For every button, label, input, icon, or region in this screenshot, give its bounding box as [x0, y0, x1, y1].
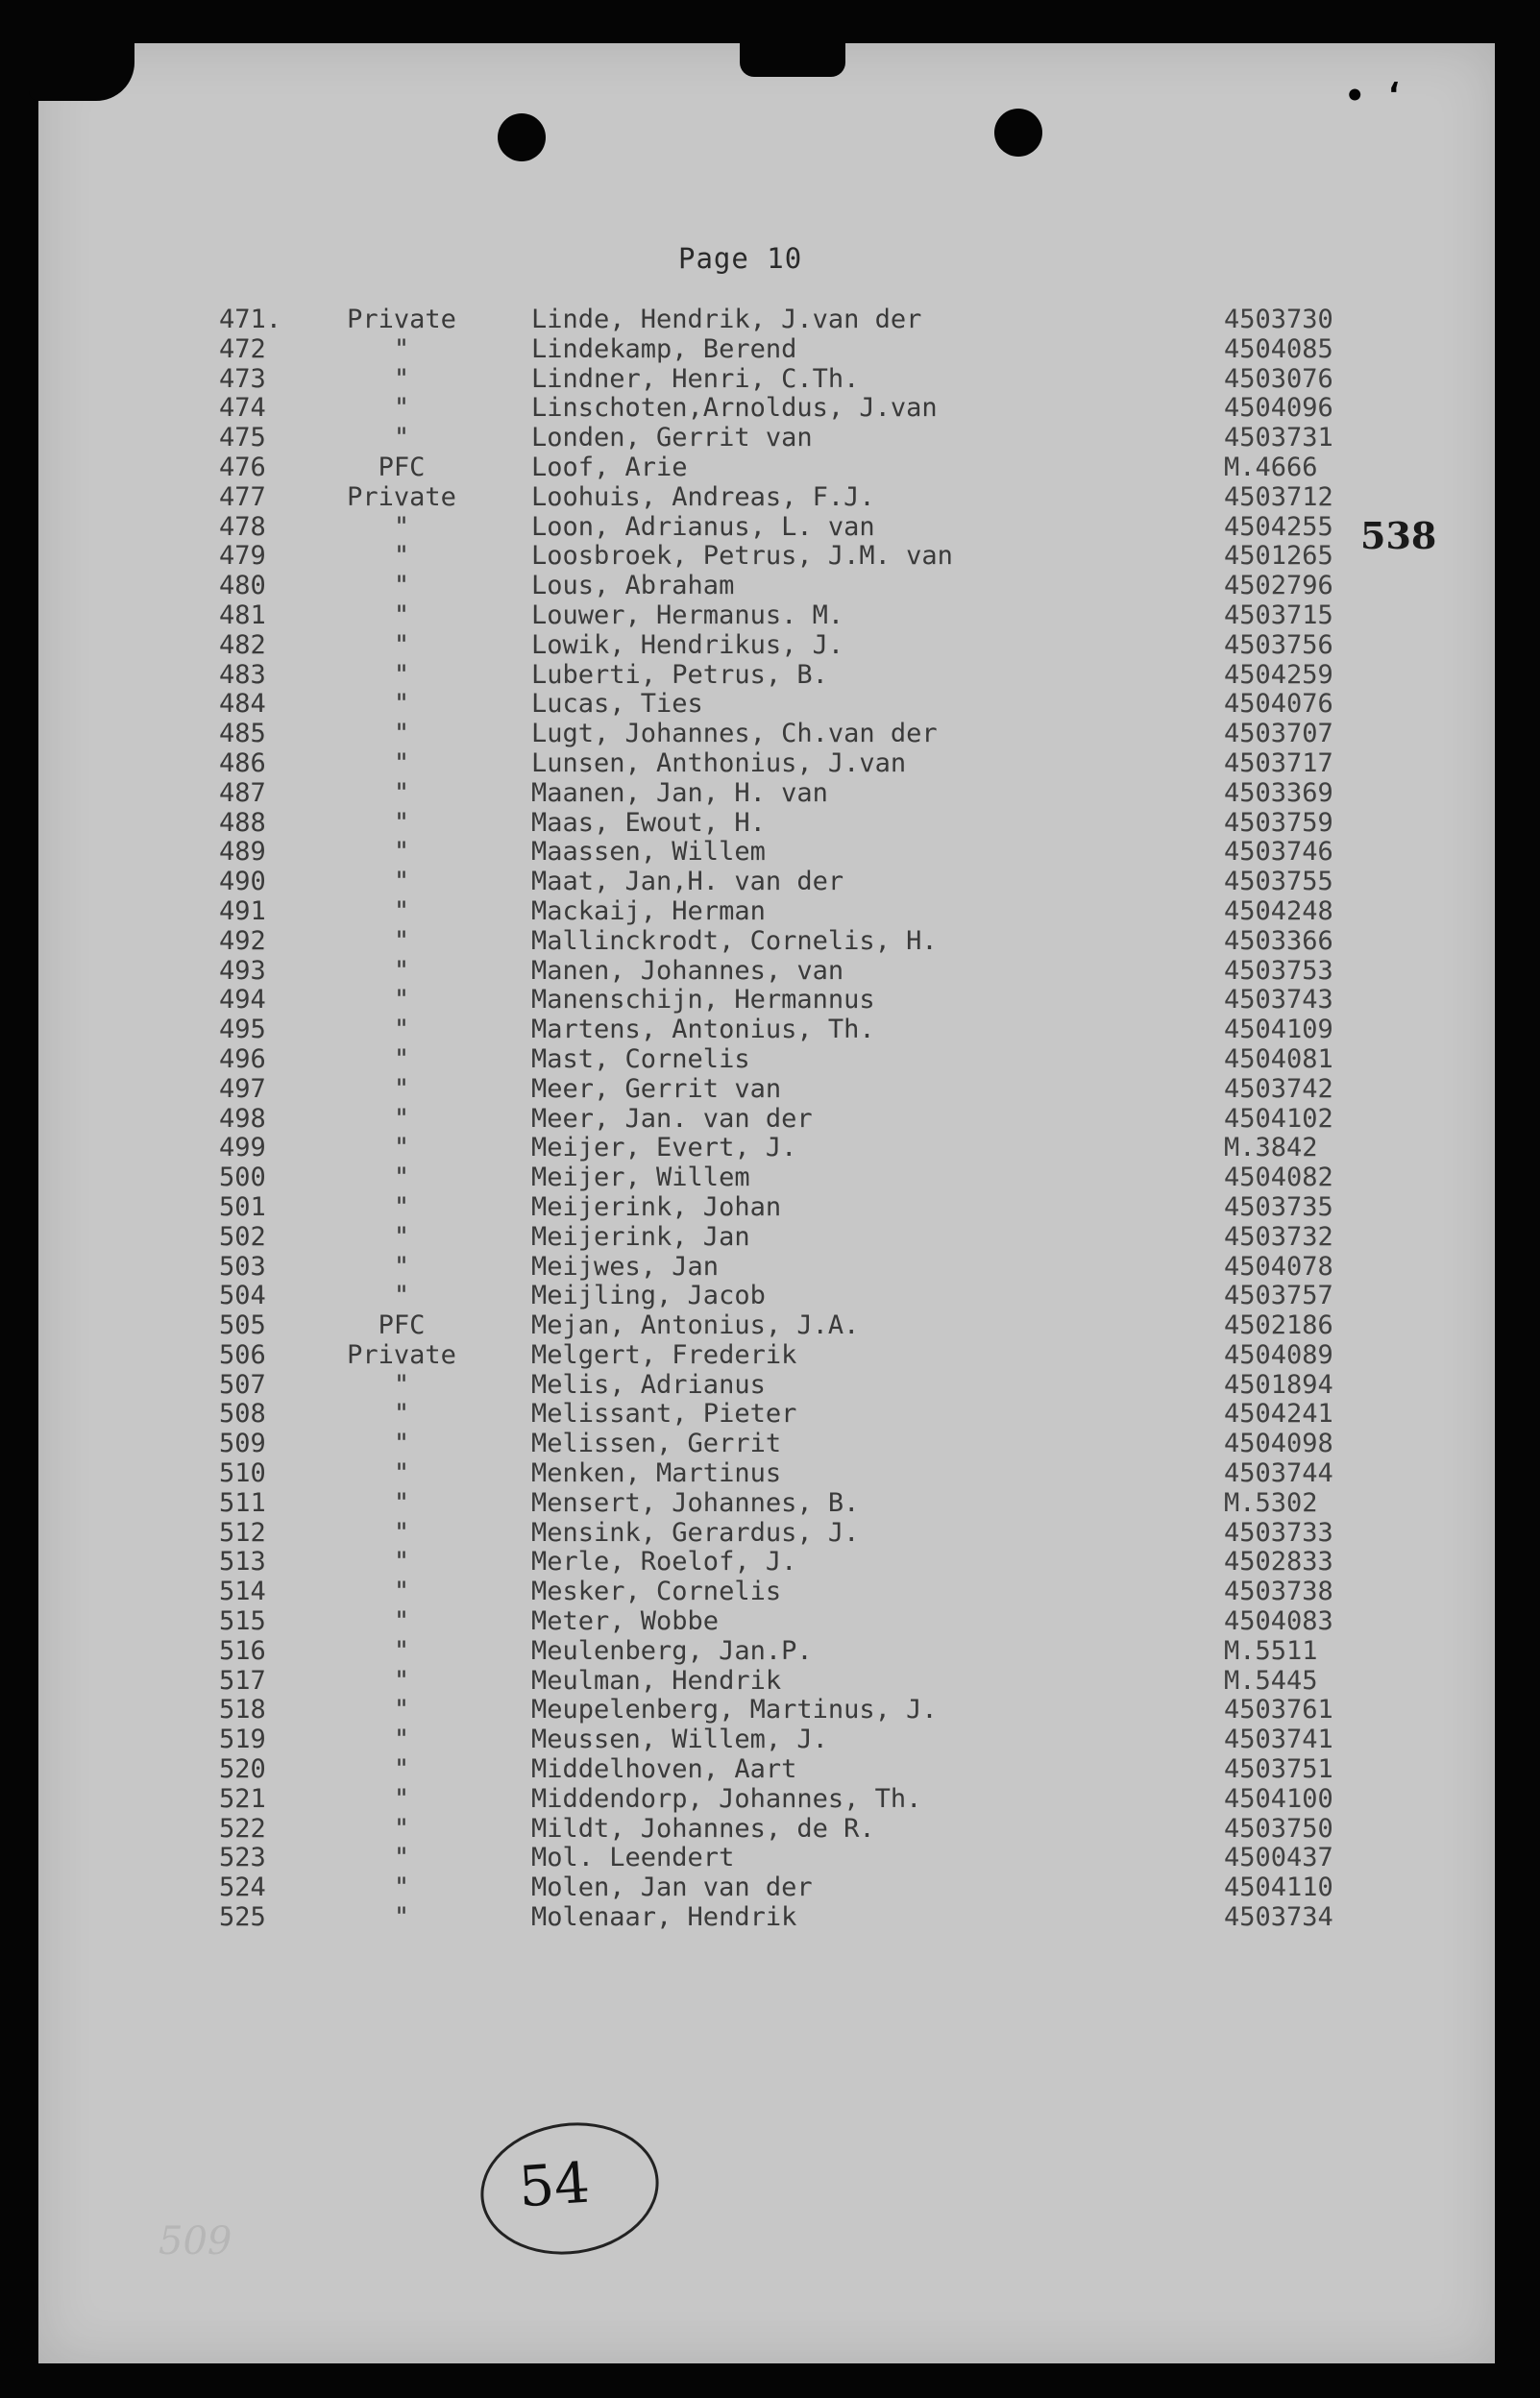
roster-row: [219, 306, 1372, 335]
roster-name: Maassen, Willem: [531, 837, 766, 868]
roster-row: [219, 749, 1372, 779]
roster-serial: 4504096: [1224, 393, 1333, 424]
roster-serial: 4503746: [1224, 837, 1333, 868]
roster-rank: ": [393, 511, 410, 542]
roster-row: [219, 631, 1372, 661]
roster-name: Maanen, Jan, H. van: [531, 777, 828, 808]
roster-serial: 4503730: [1224, 305, 1333, 334]
roster-row: [219, 1607, 1372, 1637]
roster-row: [219, 1193, 1372, 1223]
roster-name: Lunsen, Anthonius, J.van: [531, 747, 907, 778]
roster-number: 524: [219, 1872, 266, 1903]
roster-rank: ": [393, 955, 410, 986]
roster-name: Linde, Hendrik, J.van der: [531, 305, 922, 334]
roster-row: [219, 927, 1372, 957]
roster-row: [219, 1667, 1372, 1697]
roster-serial: M.5302: [1224, 1487, 1318, 1518]
roster-serial: 4504259: [1224, 659, 1333, 690]
roster-serial: 4503738: [1224, 1577, 1333, 1607]
roster-serial: 4503715: [1224, 600, 1333, 630]
roster-number: 498: [219, 1103, 266, 1134]
roster-row: [219, 1400, 1372, 1430]
roster-rank: ": [393, 423, 410, 453]
roster-serial: 4503735: [1224, 1191, 1333, 1222]
roster-rank: ": [393, 985, 410, 1015]
roster-row: [219, 1075, 1372, 1105]
roster-serial: 4503750: [1224, 1813, 1333, 1844]
roster-rank: ": [393, 363, 410, 394]
roster-serial: 4500437: [1224, 1843, 1333, 1873]
roster-number: 478: [219, 511, 266, 542]
roster-row: [219, 453, 1372, 483]
roster-rank: ": [393, 541, 410, 572]
roster-name: Mensert, Johannes, B.: [531, 1487, 860, 1518]
roster-serial: 4504081: [1224, 1043, 1333, 1074]
roster-number: 517: [219, 1665, 266, 1696]
roster-number: 486: [219, 747, 266, 778]
roster-serial: M.5511: [1224, 1635, 1318, 1666]
roster-name: Meijerink, Johan: [531, 1191, 782, 1222]
torn-edge-left: [29, 34, 134, 101]
roster-number: 484: [219, 689, 266, 720]
roster-rank: ": [393, 1073, 410, 1104]
roster-number: 502: [219, 1221, 266, 1252]
roster-number: 477: [219, 481, 266, 512]
roster-name: Louwer, Hermanus. M.: [531, 600, 844, 630]
roster-name: Maat, Jan,H. van der: [531, 867, 844, 897]
roster-number: 507: [219, 1369, 266, 1400]
torn-edge-center: [740, 34, 845, 77]
roster-rank: ": [393, 333, 410, 364]
roster-name: Meijer, Evert, J.: [531, 1133, 797, 1163]
roster-row: [219, 1015, 1372, 1045]
roster-serial: M.5445: [1224, 1665, 1318, 1696]
roster-rank: ": [393, 1399, 410, 1430]
roster-name: Lindekamp, Berend: [531, 333, 797, 364]
roster-name: Manen, Johannes, van: [531, 955, 844, 986]
roster-serial: 4503743: [1224, 985, 1333, 1015]
roster-name: Melgert, Frederik: [531, 1339, 797, 1370]
roster-rank: ": [393, 1458, 410, 1489]
roster-name: Menken, Martinus: [531, 1458, 782, 1489]
roster-rank: ": [393, 867, 410, 897]
roster-number: 493: [219, 955, 266, 986]
page-title: Page 10: [678, 242, 803, 275]
roster-number: 511: [219, 1487, 266, 1518]
roster-number: 490: [219, 867, 266, 897]
roster-row: [219, 513, 1372, 543]
roster-rank: ": [393, 1103, 410, 1134]
handwritten-side-note: 538: [1360, 514, 1437, 557]
roster-rank: ": [393, 659, 410, 690]
roster-number: 523: [219, 1843, 266, 1873]
roster-name: Meupelenberg, Martinus, J.: [531, 1695, 938, 1725]
roster-rank: ": [393, 1162, 410, 1193]
roster-rank: ": [393, 895, 410, 926]
roster-serial: 4503744: [1224, 1458, 1333, 1489]
roster-row: [219, 572, 1372, 601]
roster-name: Loon, Adrianus, L. van: [531, 511, 875, 542]
roster-rank: ": [393, 1369, 410, 1400]
roster-rank: ": [393, 1606, 410, 1637]
circled-number: 54: [516, 2149, 593, 2220]
roster-rank: ": [393, 1754, 410, 1785]
roster-name: Mast, Cornelis: [531, 1043, 750, 1074]
roster-rank: ": [393, 1547, 410, 1578]
roster-name: Mackaij, Herman: [531, 895, 766, 926]
roster-number: 495: [219, 1015, 266, 1045]
roster-name: Middelhoven, Aart: [531, 1754, 797, 1785]
roster-row: [219, 365, 1372, 395]
roster-row: [219, 483, 1372, 513]
roster-name: Merle, Roelof, J.: [531, 1547, 797, 1578]
roster-row: [219, 1873, 1372, 1903]
roster-number: 520: [219, 1754, 266, 1785]
roster-number: 476: [219, 452, 266, 482]
roster-row: [219, 897, 1372, 927]
roster-row: [219, 424, 1372, 453]
roster-name: Martens, Antonius, Th.: [531, 1015, 875, 1045]
roster-number: 514: [219, 1577, 266, 1607]
roster-row: [219, 1815, 1372, 1845]
roster-row: [219, 1282, 1372, 1311]
roster-rank: ": [393, 1043, 410, 1074]
roster-rank: ": [393, 925, 410, 956]
roster-row: [219, 1755, 1372, 1785]
roster-row: [219, 335, 1372, 365]
roster-name: Melis, Adrianus: [531, 1369, 766, 1400]
roster-serial: 4503732: [1224, 1221, 1333, 1252]
roster-rank: Private: [347, 481, 456, 512]
roster-name: Meijer, Willem: [531, 1162, 750, 1193]
roster-row: [219, 868, 1372, 897]
roster-rank: ": [393, 1251, 410, 1282]
roster-number: 516: [219, 1635, 266, 1666]
roster-serial: 4503755: [1224, 867, 1333, 897]
roster-serial: 4502186: [1224, 1310, 1333, 1341]
roster-row: [219, 1253, 1372, 1283]
roster-rank: ": [393, 1015, 410, 1045]
roster-name: Loohuis, Andreas, F.J.: [531, 481, 875, 512]
roster-name: Meer, Jan. van der: [531, 1103, 813, 1134]
roster-number: 485: [219, 719, 266, 749]
roster-serial: 4504098: [1224, 1429, 1333, 1459]
roster-serial: M.3842: [1224, 1133, 1318, 1163]
roster-number: 521: [219, 1783, 266, 1814]
roster-serial: 4503717: [1224, 747, 1333, 778]
roster-number: 482: [219, 629, 266, 660]
roster-row: [219, 661, 1372, 691]
roster-number: 509: [219, 1429, 266, 1459]
roster-serial: 4503366: [1224, 925, 1333, 956]
roster-row: [219, 1637, 1372, 1667]
roster-number: 518: [219, 1695, 266, 1725]
roster-serial: 4503742: [1224, 1073, 1333, 1104]
roster-rank: ": [393, 629, 410, 660]
roster-number: 525: [219, 1902, 266, 1933]
roster-row: [219, 1163, 1372, 1193]
roster-name: Lous, Abraham: [531, 571, 735, 601]
roster-rank: ": [393, 1902, 410, 1933]
roster-name: Meijerink, Jan: [531, 1221, 750, 1252]
roster-rank: ": [393, 807, 410, 838]
roster-name: Lucas, Ties: [531, 689, 703, 720]
roster-serial: 4504085: [1224, 333, 1333, 364]
roster-serial: 4504110: [1224, 1872, 1333, 1903]
roster-name: Loosbroek, Petrus, J.M. van: [531, 541, 953, 572]
roster-serial: 4503712: [1224, 481, 1333, 512]
roster-row: [219, 1105, 1372, 1135]
roster-number: 522: [219, 1813, 266, 1844]
corner-mark: • ‘: [1345, 77, 1405, 115]
roster-serial: 4501265: [1224, 541, 1333, 572]
roster-rank: Private: [347, 1339, 456, 1370]
roster-rank: PFC: [378, 1310, 426, 1341]
roster-rank: ": [393, 1843, 410, 1873]
roster-name: Mejan, Antonius, J.A.: [531, 1310, 860, 1341]
roster-serial: 4503707: [1224, 719, 1333, 749]
roster-serial: 4503741: [1224, 1725, 1333, 1755]
roster-rank: ": [393, 1635, 410, 1666]
roster-number: 491: [219, 895, 266, 926]
roster-serial: 4501894: [1224, 1369, 1333, 1400]
roster-row: [219, 690, 1372, 720]
faint-pencil-note: 509: [159, 2219, 232, 2263]
roster-row: [219, 1134, 1372, 1163]
roster-number: 496: [219, 1043, 266, 1074]
roster-serial: 4502796: [1224, 571, 1333, 601]
roster-rank: ": [393, 1221, 410, 1252]
roster-serial: 4503757: [1224, 1281, 1333, 1311]
roster-row: [219, 1844, 1372, 1873]
roster-serial: 4504248: [1224, 895, 1333, 926]
roster-number: 487: [219, 777, 266, 808]
roster-rank: ": [393, 571, 410, 601]
roster-number: 492: [219, 925, 266, 956]
roster-serial: 4504082: [1224, 1162, 1333, 1193]
roster-number: 489: [219, 837, 266, 868]
roster-serial: 4503759: [1224, 807, 1333, 838]
roster-serial: 4504100: [1224, 1783, 1333, 1814]
roster-name: Manenschijn, Hermannus: [531, 985, 875, 1015]
roster-number: 473: [219, 363, 266, 394]
roster-number: 512: [219, 1517, 266, 1548]
roster-row: [219, 809, 1372, 839]
roster-rank: Private: [347, 305, 456, 334]
roster-row: [219, 1430, 1372, 1459]
roster-number: 479: [219, 541, 266, 572]
roster-name: Mol. Leendert: [531, 1843, 735, 1873]
roster-row: [219, 1459, 1372, 1489]
roster-number: 483: [219, 659, 266, 690]
roster-rank: ": [393, 1429, 410, 1459]
roster-serial: 4502833: [1224, 1547, 1333, 1578]
roster-serial: 4503733: [1224, 1517, 1333, 1548]
roster-serial: 4504076: [1224, 689, 1333, 720]
roster-number: 494: [219, 985, 266, 1015]
roster-row: [219, 1725, 1372, 1755]
roster-number: 504: [219, 1281, 266, 1311]
roster-rank: ": [393, 1577, 410, 1607]
roster-rank: ": [393, 1813, 410, 1844]
roster-row: [219, 1311, 1372, 1341]
roster-rank: ": [393, 1487, 410, 1518]
roster-row: [219, 1341, 1372, 1371]
roster-number: 500: [219, 1162, 266, 1193]
roster-name: Meer, Gerrit van: [531, 1073, 782, 1104]
roster-rank: ": [393, 1133, 410, 1163]
roster-row: [219, 1489, 1372, 1519]
roster-list: [219, 306, 1372, 1933]
roster-number: 515: [219, 1606, 266, 1637]
roster-serial: 4504083: [1224, 1606, 1333, 1637]
roster-serial: 4503753: [1224, 955, 1333, 986]
roster-serial: 4504255: [1224, 511, 1333, 542]
roster-number: 471.: [219, 305, 282, 334]
roster-number: 505: [219, 1310, 266, 1341]
roster-name: Mesker, Cornelis: [531, 1577, 782, 1607]
roster-row: [219, 1045, 1372, 1075]
roster-row: [219, 986, 1372, 1015]
roster-number: 475: [219, 423, 266, 453]
roster-name: Melissant, Pieter: [531, 1399, 797, 1430]
roster-serial: 4503761: [1224, 1695, 1333, 1725]
roster-number: 519: [219, 1725, 266, 1755]
roster-name: Meter, Wobbe: [531, 1606, 720, 1637]
roster-name: Meijling, Jacob: [531, 1281, 766, 1311]
roster-rank: ": [393, 1191, 410, 1222]
roster-row: [219, 838, 1372, 868]
roster-serial: 4503076: [1224, 363, 1333, 394]
roster-name: Meijwes, Jan: [531, 1251, 720, 1282]
roster-number: 472: [219, 333, 266, 364]
roster-row: [219, 957, 1372, 987]
roster-serial: 4504089: [1224, 1339, 1333, 1370]
roster-name: Lindner, Henri, C.Th.: [531, 363, 860, 394]
roster-name: Melissen, Gerrit: [531, 1429, 782, 1459]
roster-number: 508: [219, 1399, 266, 1430]
roster-number: 497: [219, 1073, 266, 1104]
roster-row: [219, 1696, 1372, 1725]
roster-number: 503: [219, 1251, 266, 1282]
punch-hole-right: [994, 109, 1042, 157]
roster-rank: ": [393, 747, 410, 778]
roster-serial: 4503731: [1224, 423, 1333, 453]
roster-row: [219, 720, 1372, 749]
roster-name: Middendorp, Johannes, Th.: [531, 1783, 922, 1814]
roster-name: Molenaar, Hendrik: [531, 1902, 797, 1933]
punch-hole-left: [498, 113, 546, 161]
roster-name: Loof, Arie: [531, 452, 688, 482]
roster-row: [219, 542, 1372, 572]
roster-row: [219, 1548, 1372, 1578]
roster-rank: ": [393, 1281, 410, 1311]
roster-rank: ": [393, 777, 410, 808]
roster-name: Lowik, Hendrikus, J.: [531, 629, 844, 660]
roster-name: Mensink, Gerardus, J.: [531, 1517, 860, 1548]
roster-rank: ": [393, 600, 410, 630]
roster-name: Mildt, Johannes, de R.: [531, 1813, 875, 1844]
roster-row: [219, 1371, 1372, 1401]
roster-row: [219, 1785, 1372, 1815]
roster-name: Meussen, Willem, J.: [531, 1725, 828, 1755]
roster-serial: 4504078: [1224, 1251, 1333, 1282]
roster-rank: ": [393, 1783, 410, 1814]
roster-row: [219, 1519, 1372, 1549]
roster-rank: ": [393, 1517, 410, 1548]
roster-row: [219, 779, 1372, 809]
roster-rank: ": [393, 1665, 410, 1696]
roster-rank: ": [393, 837, 410, 868]
roster-number: 474: [219, 393, 266, 424]
roster-serial: M.4666: [1224, 452, 1318, 482]
roster-name: Molen, Jan van der: [531, 1872, 813, 1903]
roster-rank: PFC: [378, 452, 426, 482]
roster-name: Londen, Gerrit van: [531, 423, 813, 453]
roster-rank: ": [393, 393, 410, 424]
roster-serial: 4503756: [1224, 629, 1333, 660]
roster-number: 499: [219, 1133, 266, 1163]
roster-rank: ": [393, 1695, 410, 1725]
roster-number: 506: [219, 1339, 266, 1370]
roster-name: Meulenberg, Jan.P.: [531, 1635, 813, 1666]
roster-number: 501: [219, 1191, 266, 1222]
roster-row: [219, 1223, 1372, 1253]
roster-name: Luberti, Petrus, B.: [531, 659, 828, 690]
roster-serial: 4504241: [1224, 1399, 1333, 1430]
roster-row: [219, 601, 1372, 631]
roster-number: 488: [219, 807, 266, 838]
roster-row: [219, 1578, 1372, 1607]
roster-name: Lugt, Johannes, Ch.van der: [531, 719, 938, 749]
roster-serial: 4503751: [1224, 1754, 1333, 1785]
roster-name: Meulman, Hendrik: [531, 1665, 782, 1696]
roster-rank: ": [393, 1725, 410, 1755]
roster-serial: 4504109: [1224, 1015, 1333, 1045]
roster-name: Linschoten,Arnoldus, J.van: [531, 393, 938, 424]
roster-row: [219, 1903, 1372, 1933]
roster-number: 510: [219, 1458, 266, 1489]
roster-rank: ": [393, 719, 410, 749]
roster-rank: ": [393, 689, 410, 720]
roster-name: Maas, Ewout, H.: [531, 807, 766, 838]
roster-serial: 4503734: [1224, 1902, 1333, 1933]
roster-number: 480: [219, 571, 266, 601]
roster-rank: ": [393, 1872, 410, 1903]
roster-row: [219, 394, 1372, 424]
roster-serial: 4504102: [1224, 1103, 1333, 1134]
roster-number: 513: [219, 1547, 266, 1578]
roster-serial: 4503369: [1224, 777, 1333, 808]
roster-name: Mallinckrodt, Cornelis, H.: [531, 925, 938, 956]
roster-number: 481: [219, 600, 266, 630]
